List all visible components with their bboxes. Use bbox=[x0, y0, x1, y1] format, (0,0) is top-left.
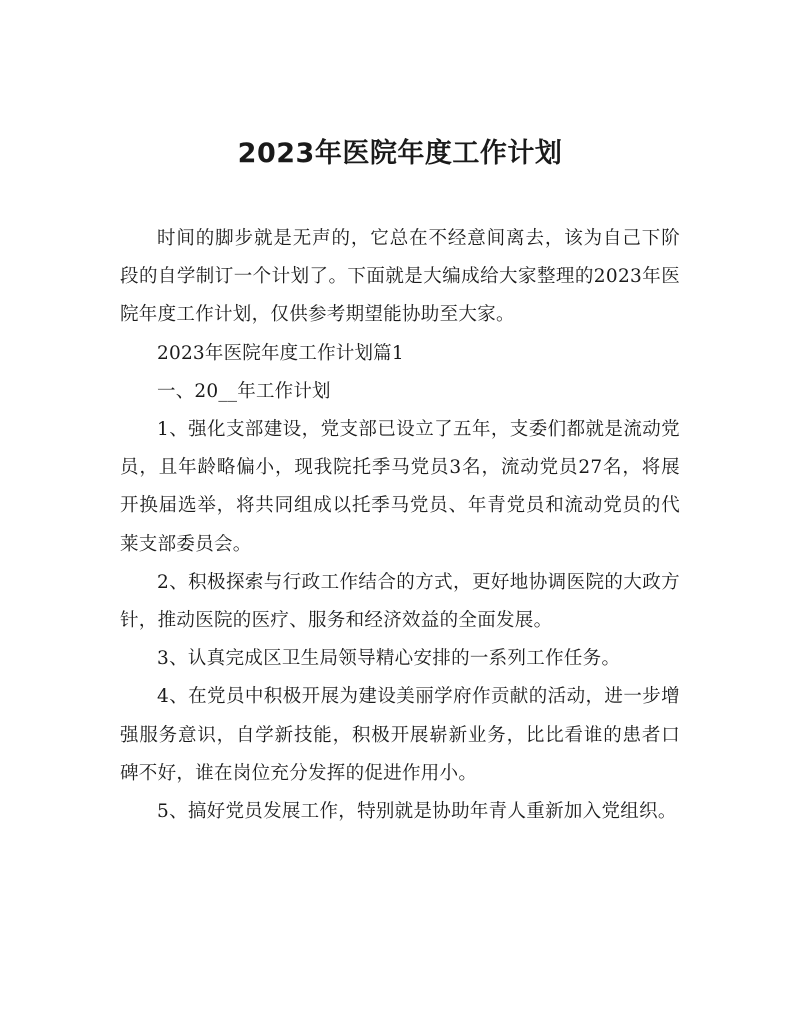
plan-item-1: 1、强化支部建设，党支部已设立了五年，支委们都就是流动党员，且年龄略偏小，现我院托季马党员3名，流动党员27名，将展开换届选举，将共同组成以托季马党员、年青党员和流动党员的代莱支部委员会。 bbox=[120, 419, 680, 555]
plan-item-4: 4、在党员中积极开展为建设美丽学府作贡献的活动，进一步增强服务意识，自学新技能，积极开展崭新业务，比比看谁的患者口碑不好，谁在岗位充分发挥的促进作用小。 bbox=[120, 686, 680, 784]
plan-item-3: 3、认真完成区卫生局领导精心安排的一系列工作任务。 bbox=[157, 648, 621, 670]
subsection-heading: 一、20__年工作计划 bbox=[157, 380, 331, 402]
document-title: 2023年医院年度工作计划 bbox=[237, 138, 563, 169]
plan-item-2: 2、积极探索与行政工作结合的方式，更好地协调医院的大政方针，推动医院的医疗、服务和经济效益的全面发展。 bbox=[120, 571, 680, 632]
document-body bbox=[120, 220, 680, 831]
plan-item-5: 5、搞好党员发展工作，特别就是协助年青人重新加入党组织。 bbox=[157, 801, 677, 823]
intro-paragraph: 时间的脚步就是无声的，它总在不经意间离去，该为自己下阶段的自学制订一个计划了。下面就是大编成给大家整理的2023年医院年度工作计划，仅供参考期望能协助至大家。 bbox=[120, 228, 680, 326]
section-heading: 2023年医院年度工作计划篇1 bbox=[157, 342, 404, 364]
